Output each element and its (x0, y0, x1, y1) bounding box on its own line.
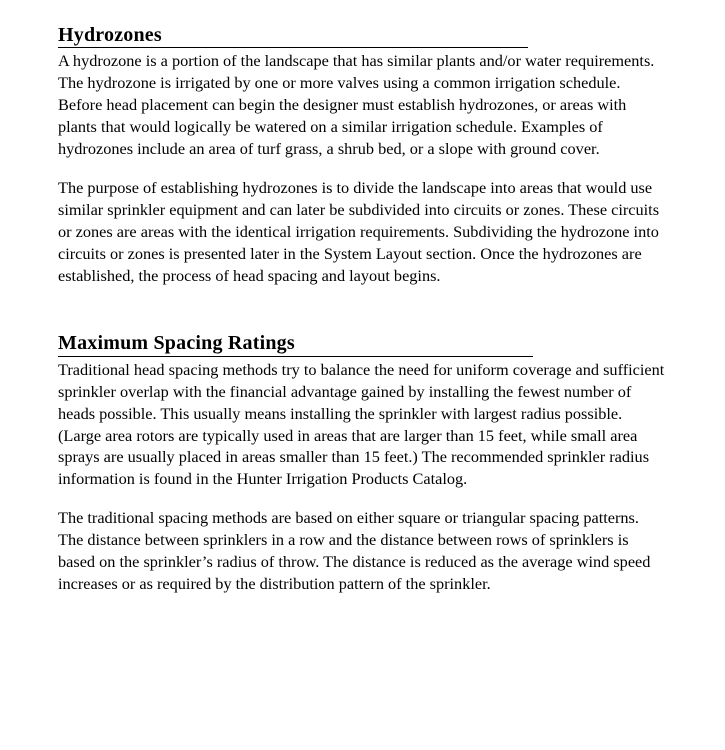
paragraph-maximum-spacing-1: Traditional head spacing methods try to balance the need for uniform coverage and sufficient sprinkler overlap with the financial advantage gained by installing the fewest number of heads possible. This usually means installing the sprinkler with largest radius possible. (Large area rotors are typically used in areas that are larger than 15 feet, while small area sprays are usually placed in areas smaller than 15 feet.) The recommended sprinkler radius information is found in the Hunter Irrigation Products Catalog. (58, 359, 665, 489)
paragraph-maximum-spacing-2: The traditional spacing methods are based on either square or triangular spacing patterns. The distance between sprinklers in a row and the distance between rows of sprinklers is based on the sprinkler’s radius of throw. The distance is reduced as the average wind speed increases or as required by the distribution pattern of the sprinkler. (58, 508, 651, 593)
section-heading-hydrozones: Hydrozones (58, 24, 528, 48)
section-maximum-spacing-ratings (58, 332, 667, 594)
section-heading-maximum-spacing-ratings: Maximum Spacing Ratings (58, 332, 533, 356)
section-spacer (58, 286, 667, 332)
paragraph-hydrozones-2: The purpose of establishing hydrozones is to divide the landscape into areas that would use similar sprinkler equipment and can later be subdivided into circuits or zones. These circuits or zones are areas with the identical irrigation requirements. Subdividing the hydrozone into circuits or zones is presented later in the System Layout section. Once the hydrozones are established, the process of head spacing and layout begins. (58, 177, 660, 285)
section-hydrozones (58, 24, 667, 286)
paragraph-hydrozones-1: A hydrozone is a portion of the landscape that has similar plants and/or water requirements. The hydrozone is irrigated by one or more valves using a common irrigation schedule. Before head placement can begin the designer must establish hydrozones, or areas with plants that would logically be watered on a similar irrigation schedule. Examples of hydrozones include an area of turf grass, a shrub bed, or a slope with ground cover. (58, 51, 655, 159)
